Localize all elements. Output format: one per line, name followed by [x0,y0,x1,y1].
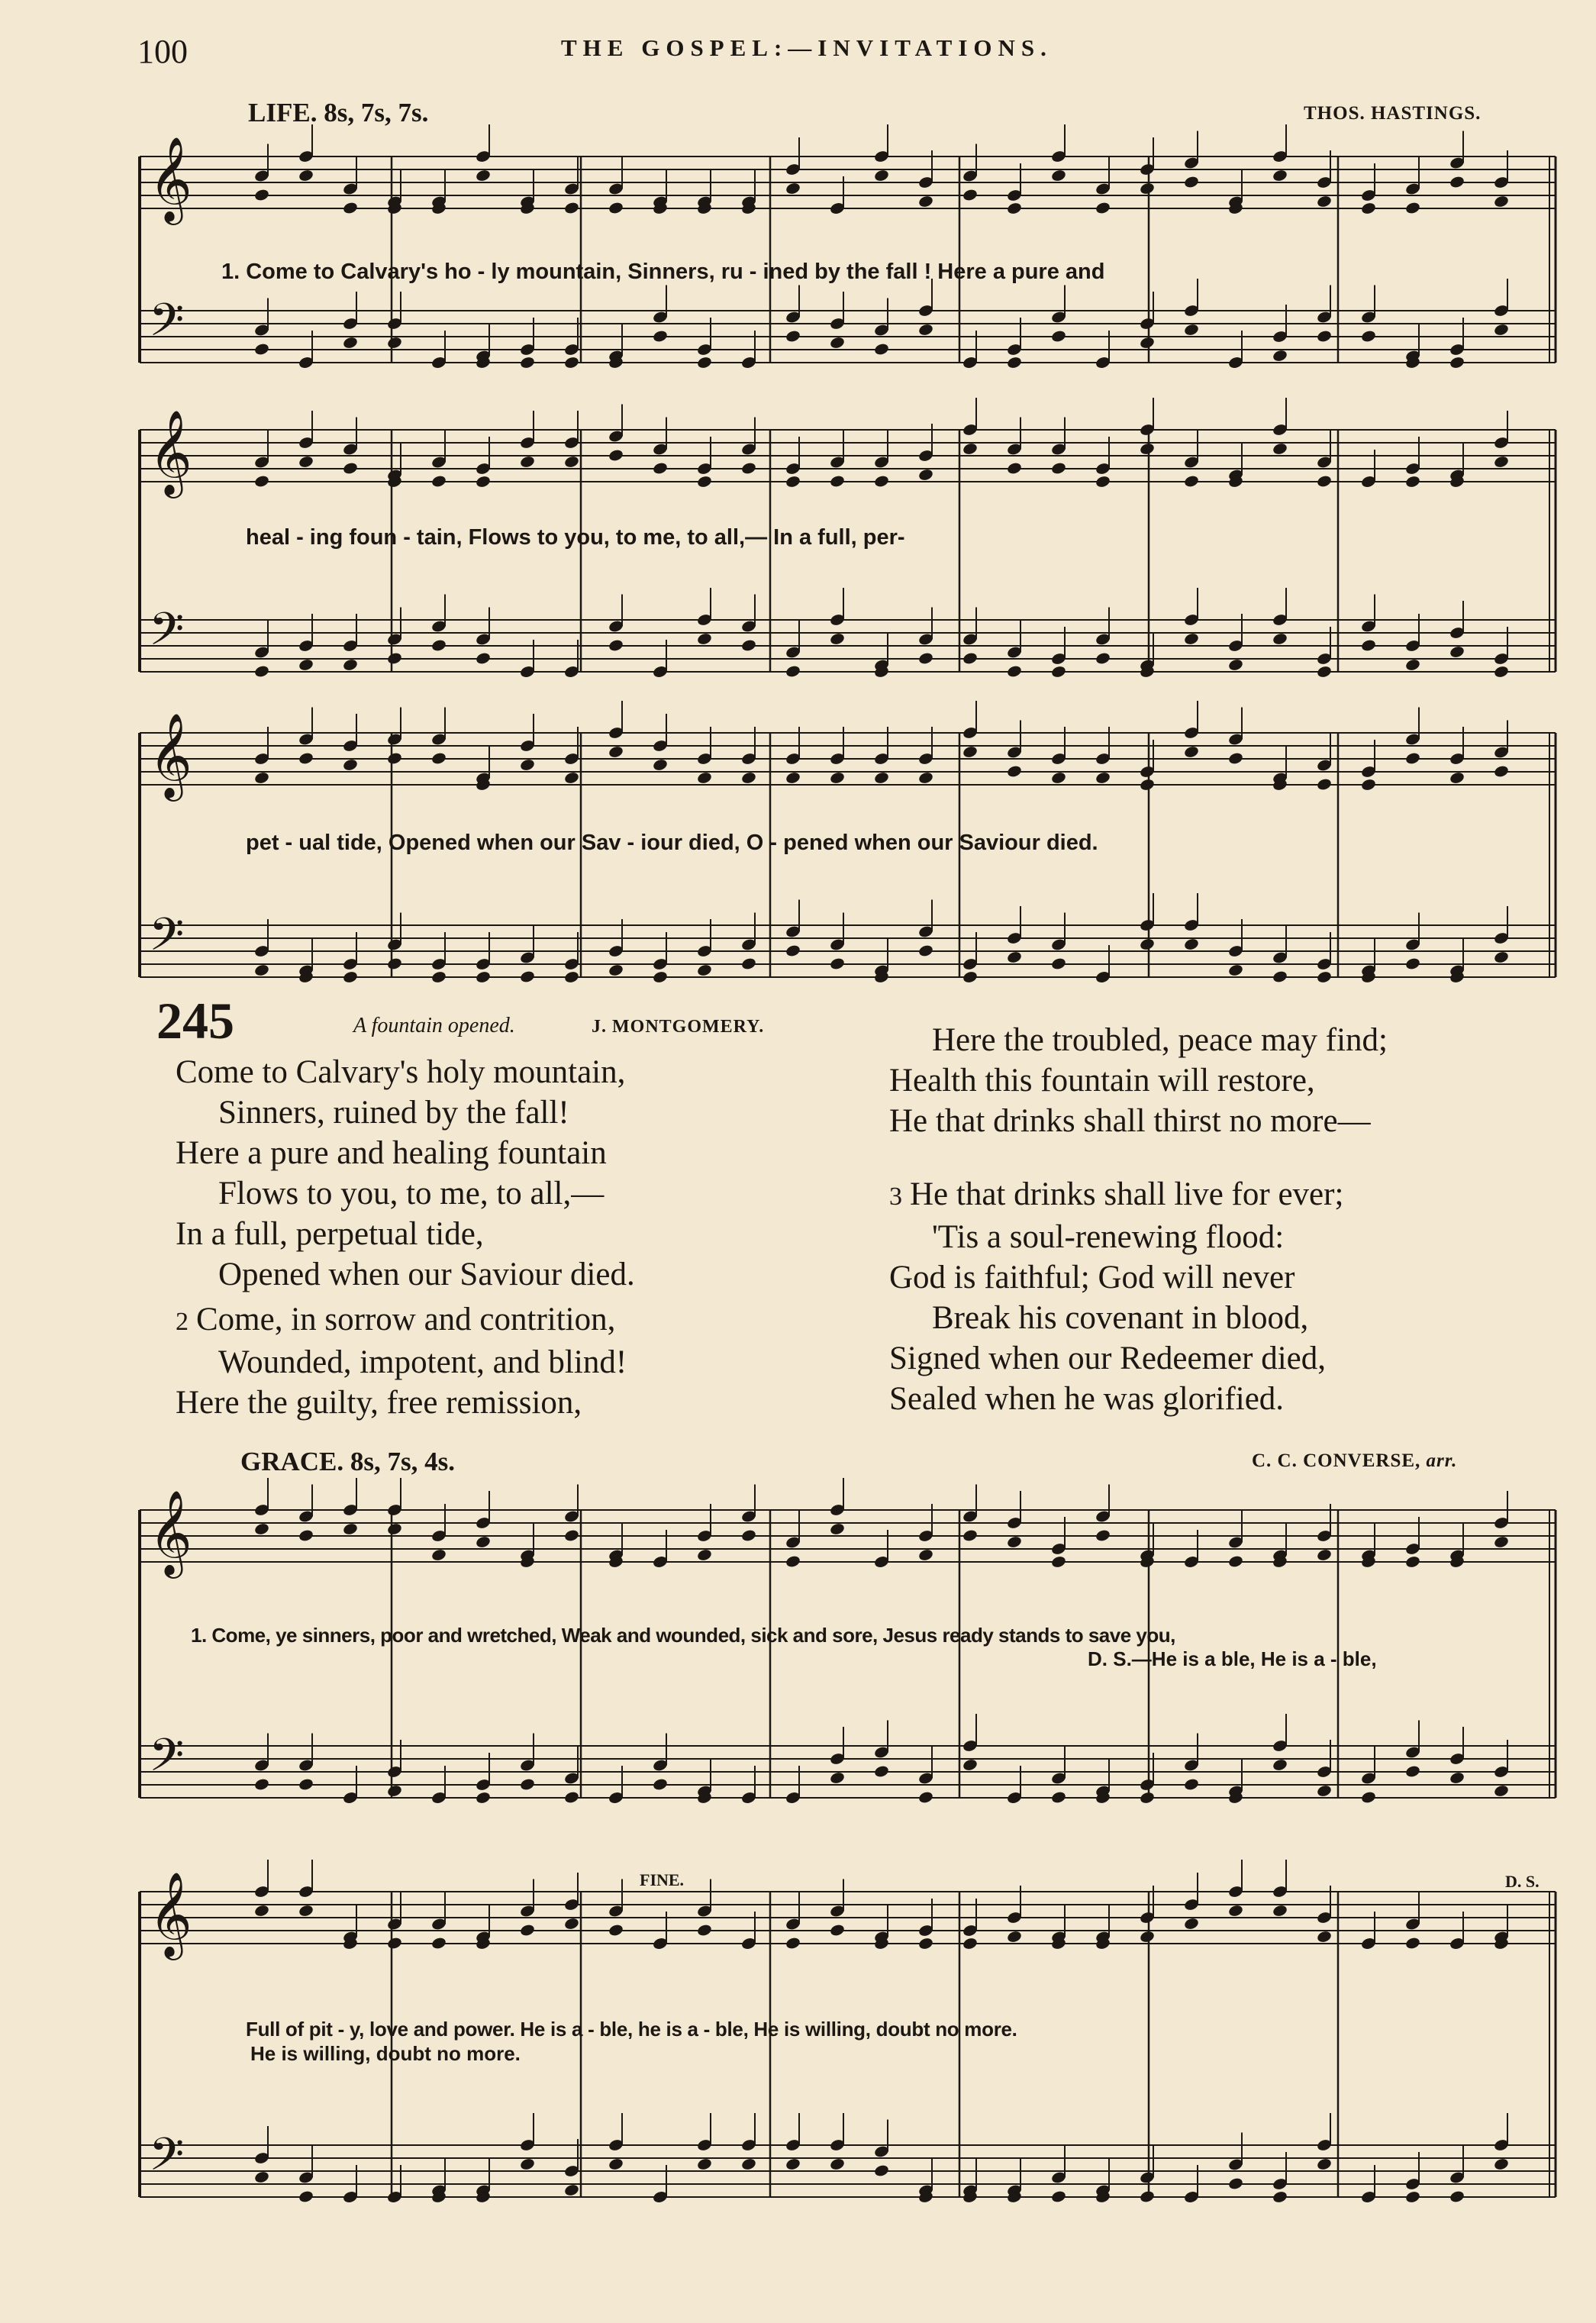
verse-number: 2 [176,1308,189,1336]
tune2-composer [1252,1450,1457,1472]
hymn-subtitle: A fountain opened. [353,1014,515,1037]
tune1-name: LIFE. [248,98,318,127]
fine-label: FINE. [640,1870,685,1889]
verse-line: Sinners, ruined by the fall! [218,1095,569,1131]
verse-line: Come to Calvary's holy mountain, [176,1054,626,1090]
verse-line: Wounded, impotent, and blind! [218,1344,627,1380]
tune2-title [240,1447,455,1477]
svg-text:𝄢: 𝄢 [149,602,185,666]
tune2-name: GRACE. [240,1447,344,1476]
verse-line: He that drinks shall thirst no more— [889,1103,1371,1139]
verse-line: Flows to you, to me, to all,— [218,1176,605,1212]
svg-text:𝄢: 𝄢 [149,2128,185,2192]
hymn-author: J. MONTGOMERY. [592,1017,765,1037]
verse-line: Here a pure and healing fountain [176,1135,607,1171]
tune1-meter: 8s, 7s, 7s. [324,98,429,127]
svg-text:𝄞: 𝄞 [149,136,192,221]
tune1-composer: THOS. HASTINGS. [1304,103,1482,124]
running-title: THE GOSPEL:—INVITATIONS. [561,34,1053,61]
verse-2-part-a [176,1299,627,1423]
verse-line: Sealed when he was glorified. [889,1381,1285,1417]
verse-1 [176,1052,635,1295]
tune2-meter: 8s, 7s, 4s. [350,1447,456,1476]
verse-number: 3 [889,1182,902,1211]
verse-line: Here the troubled, peace may find; [932,1022,1388,1058]
tune2-lyric-line-1: 1. Come, ye sinners, poor and wretched, Weak and wounded, sick and sore, Jesus ready stands to save you, [191,1624,1175,1647]
verse-line: Opened when our Saviour died. [218,1257,635,1292]
tune2-composer-arr: arr. [1426,1450,1458,1471]
verse-line: Here the guilty, free remission, [176,1385,582,1421]
page-number: 100 [137,33,188,70]
verse-line: In a full, perpetual tide, [176,1216,484,1252]
svg-text:𝄢: 𝄢 [149,908,185,972]
verse-line: Health this fountain will restore, [889,1063,1315,1099]
tune1-lyric-line-1: 1. Come to Calvary's ho - ly mountain, Sinners, ru - ined by the fall ! Here a pure and [221,260,1105,284]
verse-2-part-b [889,1020,1388,1141]
tune2-lyric-ds: D. S.—He is a ble, He is a - ble, [1088,1647,1377,1670]
tune2-composer-name: C. C. CONVERSE, [1252,1450,1421,1471]
verse-line: Come, in sorrow and contrition, [196,1302,616,1337]
hymn-number: 245 [156,992,234,1050]
tune1-lyric-line-2: heal - ing foun - tain, Flows to you, to me, to all,— In a full, per- [246,525,905,550]
svg-text:𝄞: 𝄞 [149,1871,192,1957]
ds-label: D. S. [1505,1872,1540,1891]
svg-text:𝄞: 𝄞 [149,712,192,798]
svg-text:𝄢: 𝄢 [149,1728,185,1792]
verse-line: 'Tis a soul-renewing flood: [932,1219,1285,1255]
verse-line: Break his covenant in blood, [932,1300,1309,1336]
svg-text:𝄢: 𝄢 [149,293,185,357]
tune2-lyric-line-2: Full of pit - y, love and power. He is a - ble, he is a - ble, He is willing, doubt no more. [246,2018,1017,2041]
verse-line: God is faithful; God will never [889,1260,1295,1295]
svg-text:𝄞: 𝄞 [149,409,192,495]
tune2-lyric-line-2b: He is willing, doubt no more. [250,2042,521,2065]
verse-line: He that drinks shall live for ever; [910,1176,1344,1212]
tune1-lyric-line-3: pet - ual tide, Opened when our Sav - iour died, O - pened when our Saviour died. [246,831,1098,855]
verse-line: Signed when our Redeemer died, [889,1341,1326,1376]
verse-3 [889,1174,1343,1419]
svg-text:𝄞: 𝄞 [149,1489,192,1575]
